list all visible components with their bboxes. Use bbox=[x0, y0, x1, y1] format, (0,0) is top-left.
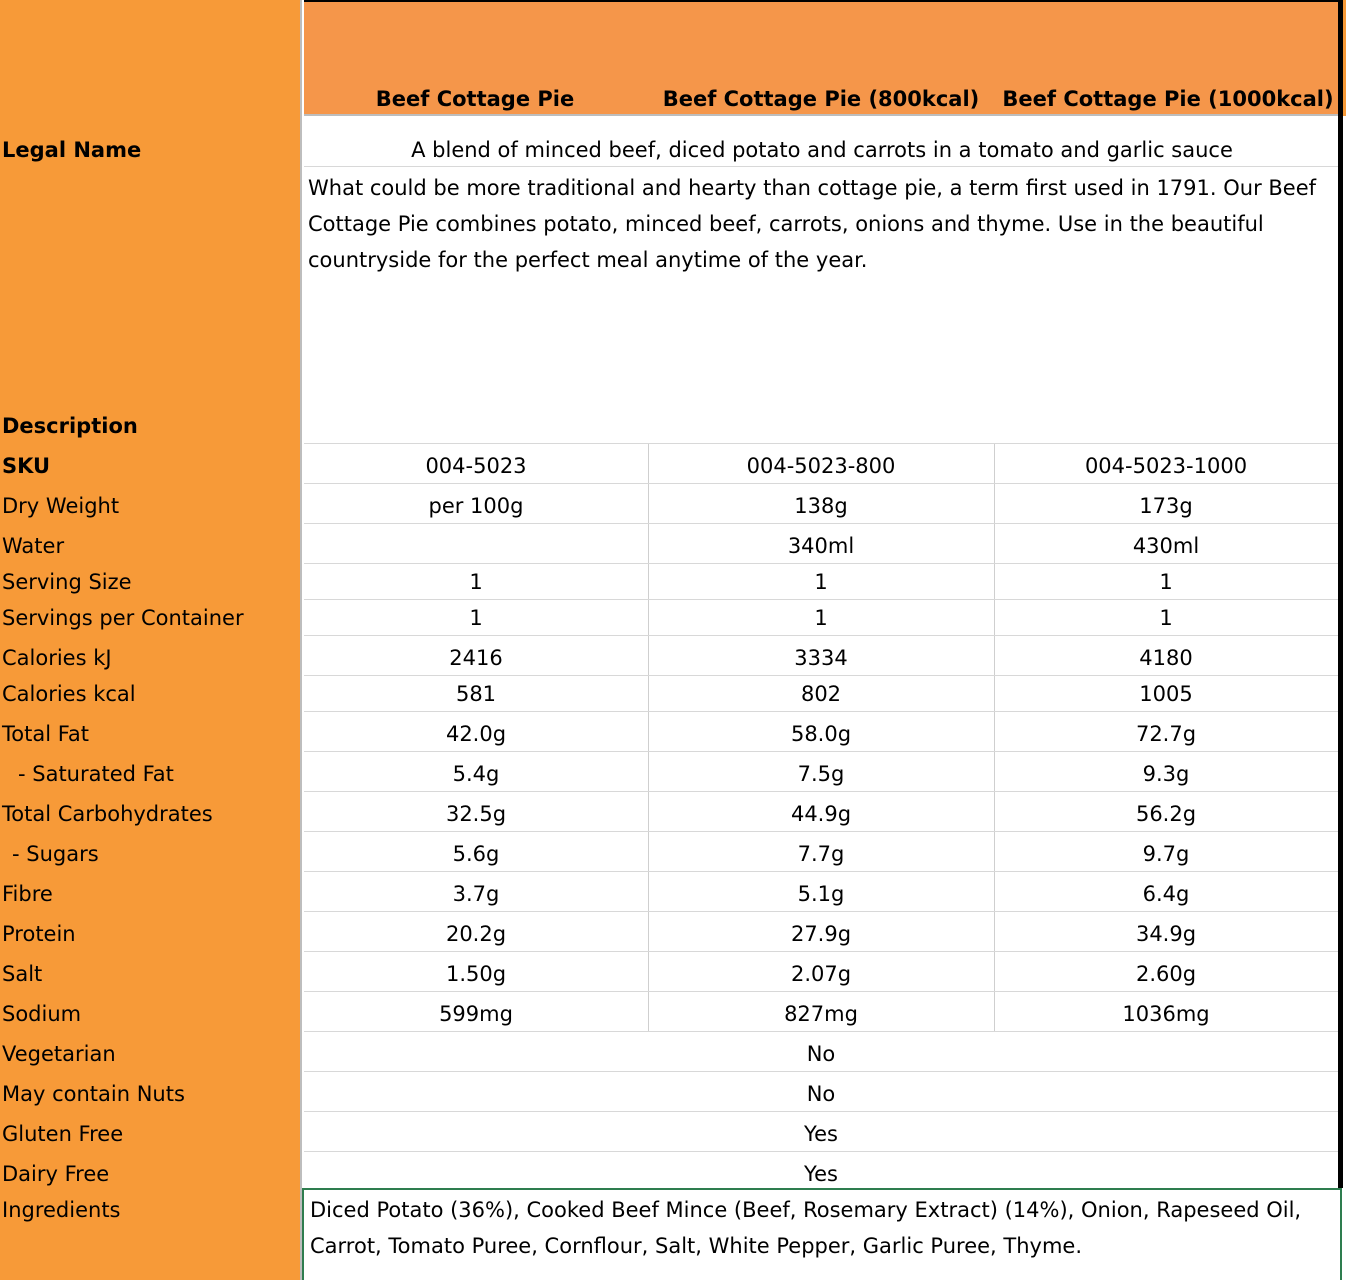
serving-size-col-3: 1 bbox=[1159, 570, 1173, 594]
fibre-col-1: 3.7g bbox=[452, 882, 500, 906]
sat-fat-col-3: 9.3g bbox=[1142, 762, 1190, 786]
label-salt: Salt bbox=[2, 962, 43, 986]
kj-col-1: 2416 bbox=[449, 646, 503, 670]
carbs-col-1: 32.5g bbox=[445, 802, 507, 826]
nuts-value: No bbox=[806, 1082, 836, 1106]
row-labels-column bbox=[0, 0, 302, 1280]
fibre-col-3: 6.4g bbox=[1142, 882, 1190, 906]
kj-col-2: 3334 bbox=[794, 646, 848, 670]
label-vegetarian: Vegetarian bbox=[2, 1042, 116, 1066]
label-total-fat: Total Fat bbox=[2, 722, 89, 746]
description-value: What could be more traditional and hearty than cottage pie, a term first used in 1791. Our Beef Cottage Pie combines potato, minced beef, carrots, onions and thyme. Use in the beautiful countryside for the perfect meal anytime of the year. bbox=[308, 176, 1317, 272]
kj-col-3: 4180 bbox=[1139, 646, 1193, 670]
table-row bbox=[304, 600, 1338, 636]
label-total-carbohydrates: Total Carbohydrates bbox=[2, 802, 213, 826]
sat-fat-col-2: 7.5g bbox=[797, 762, 845, 786]
sku-col-1: 004-5023 bbox=[425, 454, 527, 478]
label-dairy-free: Dairy Free bbox=[2, 1162, 110, 1186]
servings-col-3: 1 bbox=[1159, 606, 1173, 630]
water-col-3: 430ml bbox=[1132, 534, 1200, 558]
sat-fat-col-1: 5.4g bbox=[452, 762, 500, 786]
label-serving-size: Serving Size bbox=[2, 570, 132, 594]
servings-col-1: 1 bbox=[469, 606, 483, 630]
sku-col-2: 004-5023-800 bbox=[746, 454, 896, 478]
label-saturated-fat: - Saturated Fat bbox=[18, 762, 174, 786]
label-description: Description bbox=[2, 414, 138, 438]
sodium-col-1: 599mg bbox=[439, 1002, 513, 1026]
kcal-col-1: 581 bbox=[455, 682, 497, 706]
ingredients-cell[interactable] bbox=[302, 1188, 1342, 1280]
product-header bbox=[304, 0, 1340, 116]
table-row bbox=[304, 1072, 1338, 1112]
sugars-col-3: 9.7g bbox=[1142, 842, 1190, 866]
sodium-col-2: 827mg bbox=[784, 1002, 858, 1026]
table-row bbox=[304, 1112, 1338, 1152]
sodium-col-3: 1036mg bbox=[1122, 1002, 1210, 1026]
dry-weight-col-1: per 100g bbox=[428, 494, 524, 518]
table-row bbox=[304, 1152, 1338, 1188]
label-sodium: Sodium bbox=[2, 1002, 82, 1026]
kcal-col-2: 802 bbox=[800, 682, 842, 706]
label-calories-kcal: Calories kcal bbox=[2, 682, 136, 706]
label-sugars: - Sugars bbox=[12, 842, 99, 866]
fibre-col-2: 5.1g bbox=[797, 882, 845, 906]
table-row bbox=[304, 792, 1338, 832]
table-row bbox=[304, 1032, 1338, 1072]
table-row bbox=[304, 444, 1338, 484]
salt-col-3: 2.60g bbox=[1135, 962, 1197, 986]
table-row bbox=[304, 524, 1338, 564]
dairy-free-value: Yes bbox=[804, 1162, 838, 1186]
sugars-col-1: 5.6g bbox=[452, 842, 500, 866]
table-row bbox=[304, 484, 1338, 524]
legal-name-value: A blend of minced beef, diced potato and carrots in a tomato and garlic sauce bbox=[411, 138, 1233, 162]
salt-col-1: 1.50g bbox=[445, 962, 507, 986]
ingredients-value: Diced Potato (36%), Cooked Beef Mince (Beef, Rosemary Extract) (14%), Onion, Rapeseed Oil, Carrot, Tomato Puree, Cornflour, Salt, White Pepper, Garlic Puree, Thyme. bbox=[310, 1198, 1302, 1258]
vegetarian-value: No bbox=[806, 1042, 836, 1066]
label-servings-per-container: Servings per Container bbox=[2, 606, 244, 630]
table-row bbox=[304, 832, 1338, 872]
fat-col-2: 58.0g bbox=[790, 722, 852, 746]
protein-col-3: 34.9g bbox=[1135, 922, 1197, 946]
table-row bbox=[304, 992, 1338, 1032]
kcal-col-3: 1005 bbox=[1139, 682, 1193, 706]
label-ingredients: Ingredients bbox=[2, 1198, 121, 1222]
header-col-1: Beef Cottage Pie bbox=[375, 87, 575, 111]
table-row bbox=[304, 712, 1338, 752]
gluten-free-value: Yes bbox=[804, 1122, 838, 1146]
protein-col-1: 20.2g bbox=[445, 922, 507, 946]
table-row bbox=[304, 872, 1338, 912]
table-row bbox=[304, 564, 1338, 600]
label-legal-name: Legal Name bbox=[2, 138, 142, 162]
label-sku: SKU bbox=[2, 454, 51, 478]
table-row bbox=[304, 676, 1338, 712]
sugars-col-2: 7.7g bbox=[797, 842, 845, 866]
right-border bbox=[1338, 0, 1343, 1188]
table-row bbox=[304, 636, 1338, 676]
table-row bbox=[304, 752, 1338, 792]
label-gluten-free: Gluten Free bbox=[2, 1122, 124, 1146]
serving-size-col-1: 1 bbox=[469, 570, 483, 594]
servings-col-2: 1 bbox=[814, 606, 828, 630]
label-fibre: Fibre bbox=[2, 882, 53, 906]
label-calories-kj: Calories kJ bbox=[2, 646, 112, 670]
label-water: Water bbox=[2, 534, 65, 558]
water-col-2: 340ml bbox=[787, 534, 855, 558]
dry-weight-col-3: 173g bbox=[1139, 494, 1193, 518]
label-dry-weight: Dry Weight bbox=[2, 494, 120, 518]
label-protein: Protein bbox=[2, 922, 76, 946]
header-col-3: Beef Cottage Pie (1000kcal) bbox=[1002, 87, 1334, 111]
serving-size-col-2: 1 bbox=[814, 570, 828, 594]
header-col-2: Beef Cottage Pie (800kcal) bbox=[662, 87, 980, 111]
fat-col-1: 42.0g bbox=[445, 722, 507, 746]
table-row bbox=[304, 912, 1338, 952]
table-row bbox=[304, 952, 1338, 992]
salt-col-2: 2.07g bbox=[790, 962, 852, 986]
sku-col-3: 004-5023-1000 bbox=[1084, 454, 1248, 478]
label-may-contain-nuts: May contain Nuts bbox=[2, 1082, 185, 1106]
carbs-col-2: 44.9g bbox=[790, 802, 852, 826]
carbs-col-3: 56.2g bbox=[1135, 802, 1197, 826]
dry-weight-col-2: 138g bbox=[794, 494, 848, 518]
protein-col-2: 27.9g bbox=[790, 922, 852, 946]
fat-col-3: 72.7g bbox=[1135, 722, 1197, 746]
